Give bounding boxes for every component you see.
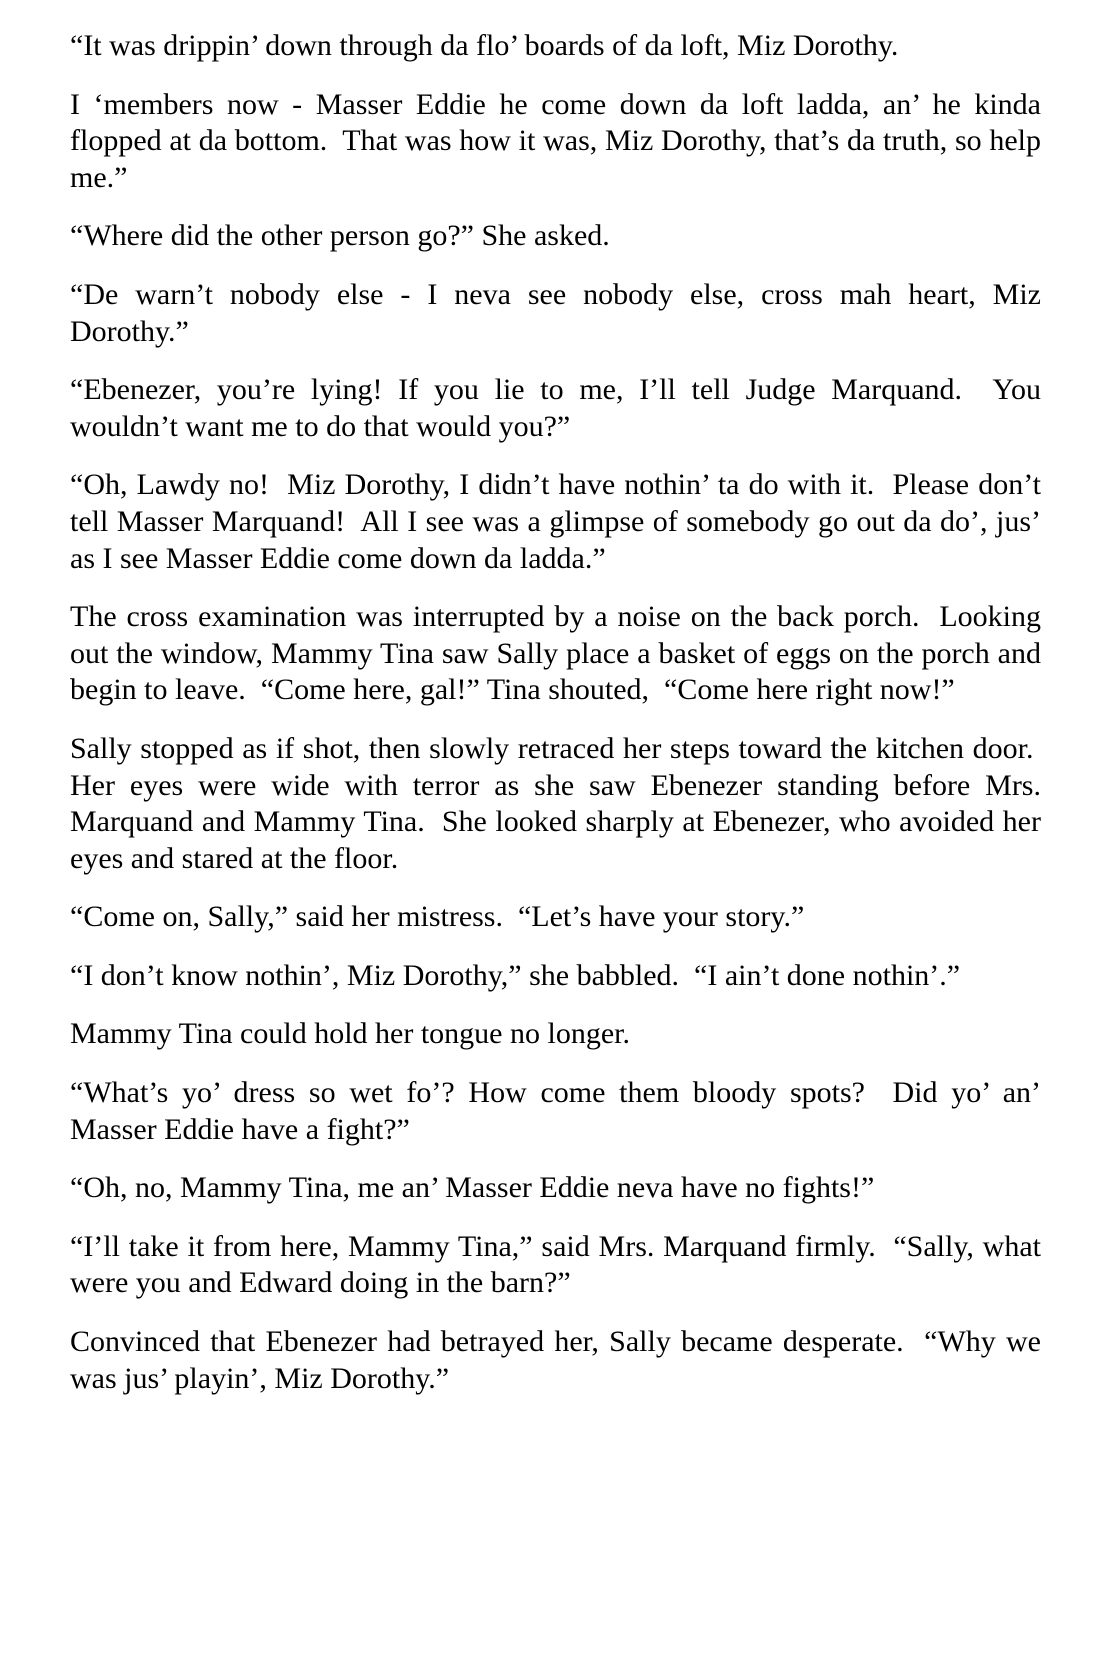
- paragraph-12: “What’s yo’ dress so wet fo’? How come them bloody spots? Did yo’ an’ Masser Eddie have a fight?”: [70, 1076, 1041, 1146]
- paragraph-6: “Oh, Lawdy no! Miz Dorothy, I didn’t have nothin’ ta do with it. Please don’t tell Masser Marquand! All I see was a glimpse of somebody go out da do’, jus’ as I see Masser Eddie come down da ladda.”: [70, 468, 1041, 575]
- paragraph-10: “I don’t know nothin’, Miz Dorothy,” she babbled. “I ain’t done nothin’.”: [70, 958, 961, 992]
- paragraph-4: “De warn’t nobody else - I neva see nobody else, cross mah heart, Miz Dorothy.”: [70, 277, 1041, 348]
- paragraph-2: I ‘members now - Masser Eddie he come down da loft ladda, an’ he kinda flopped at da bottom. That was how it was, Miz Dorothy, that’s da truth, so help me.”: [70, 87, 1041, 194]
- paragraph-7: The cross examination was interrupted by a noise on the back porch. Looking out the window, Mammy Tina saw Sally place a basket of eggs on the porch and begin to leave. “Come here, gal!” Tina shouted, “Come here right now!”: [70, 600, 1041, 707]
- paragraph-9: “Come on, Sally,” said her mistress. “Let’s have your story.”: [70, 900, 805, 934]
- text-block: [70, 28, 1041, 1397]
- paragraph-15: Convinced that Ebenezer had betrayed her, Sally became desperate. “Why we was jus’ playin’, Miz Dorothy.”: [70, 1325, 1041, 1395]
- paragraph-1: “It was drippin’ down through da flo’ boards of da loft, Miz Dorothy.: [70, 29, 899, 62]
- paragraph-14: “I’ll take it from here, Mammy Tina,” said Mrs. Marquand firmly. “Sally, what were you and Edward doing in the barn?”: [70, 1229, 1041, 1300]
- paragraph-3: “Where did the other person go?” She asked.: [70, 219, 610, 253]
- paragraph-13: “Oh, no, Mammy Tina, me an’ Masser Eddie neva have no fights!”: [70, 1171, 875, 1205]
- paragraph-11: Mammy Tina could hold her tongue no longer.: [70, 1017, 630, 1051]
- paragraph-8: Sally stopped as if shot, then slowly retraced her steps toward the kitchen door. Her eyes were wide with terror as she saw Ebenezer standing before Mrs. Marquand and Mammy Tina. She looked sharply at Ebenezer, who avoided her eyes and stared at the floor.: [70, 731, 1041, 875]
- paragraph-5: “Ebenezer, you’re lying! If you lie to me, I’ll tell Judge Marquand. You wouldn’t want me to do that would you?”: [70, 373, 1041, 443]
